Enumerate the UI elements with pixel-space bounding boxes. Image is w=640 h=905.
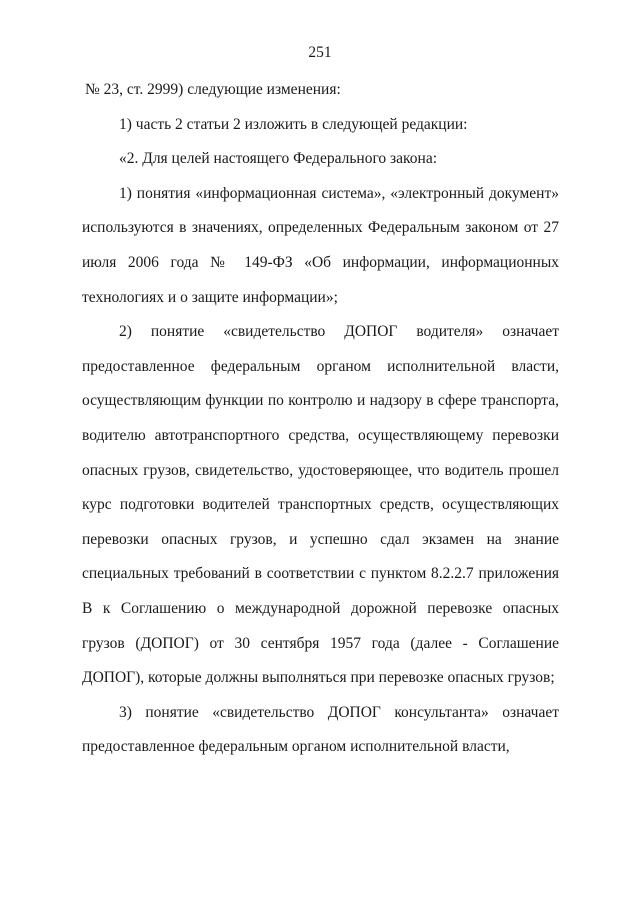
paragraph-article-2-intro: «2. Для целей настоящего Федерального закона: <box>119 150 438 168</box>
paragraph-definition-1: 1) понятия «информационная система», «электронный документ» используются в значениях, определенных Федеральным законом от 27 июля 2006 года № 149-ФЗ «Об информации, информационных технологиях и о защите информации»; <box>82 184 559 306</box>
paragraph-definition-2: 2) понятие «свидетельство ДОПОГ водителя» означает предоставленное федеральным органом исполнительной власти, осуществляющим функции по контролю и надзору в сфере транспорта, водителю автотранспортного средства, осуществляющему перевозки опасных грузов, свидетельство, удостоверяющее, что водитель прошел курс подготовки водителей транспортных средств, осуществляющих перевозки опасных грузов, и успешно сдал экзамен на знание специальных требований в соответствии с пунктом 8.2.2.7 приложения В к Соглашению о международной дорожной перевозке опасных грузов (ДОПОГ) от 30 сентября 1957 года (далее - Соглашение ДОПОГ), которые должны выполняться при перевозке опасных грузов; <box>82 323 559 687</box>
document-body <box>82 73 559 765</box>
paragraph-definition-3: 3) понятие «свидетельство ДОПОГ консультанта» означает предоставленное федеральным органом исполнительной власти, <box>82 703 559 756</box>
page-number: 251 <box>308 44 332 61</box>
paragraph-continuation: № 23, ст. 2999) следующие изменения: <box>85 81 341 98</box>
paragraph-item-1-amendment: 1) часть 2 статьи 2 изложить в следующей редакции: <box>119 115 468 133</box>
